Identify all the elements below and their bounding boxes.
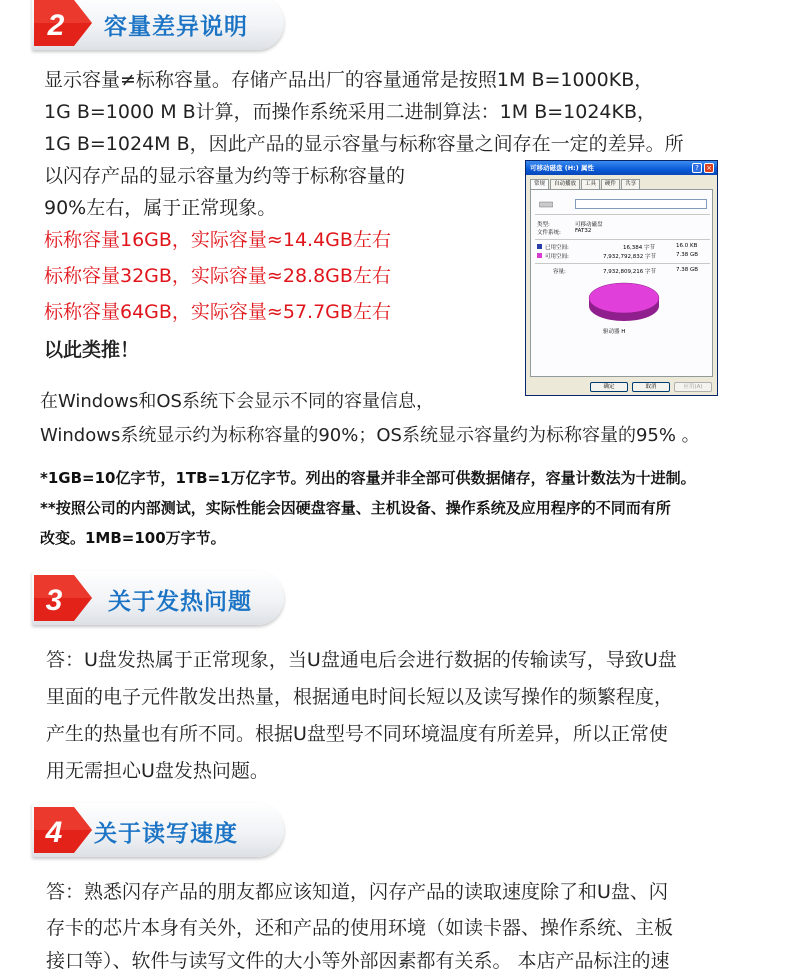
tab-hardware[interactable]: 硬件: [601, 179, 620, 189]
free-bytes: 7,932,792,832 字节: [603, 254, 656, 260]
section-header-heat: [32, 571, 284, 625]
fs-label: 文件系统:: [537, 230, 561, 236]
speed-line-3: 接口等）、软件与读写文件的大小等外部因素都有关系。 本店产品标注的速: [46, 950, 670, 972]
section-title: 关于发热问题: [108, 589, 252, 615]
capacity-line-1: 显示容量≠标称容量。存储产品出厂的容量通常是按照1M B=1000KB，: [44, 69, 654, 91]
section-number-badge: [34, 807, 92, 853]
footnote-1: *1GB=10亿字节，1TB=1万亿字节。列出的容量并非全部可供数据储存，容量计数法为十进制。: [40, 469, 696, 487]
capacity-example-64gb: 标称容量64GB，实际容量≈57.7GB左右: [44, 301, 391, 323]
capacity-example-16gb: 标称容量16GB，实际容量≈14.4GB左右: [44, 229, 391, 251]
section-title: 关于读写速度: [94, 821, 238, 847]
free-swatch: [537, 253, 542, 258]
section-header-capacity: [32, 0, 284, 54]
capacity-size: 7.38 GB: [676, 267, 699, 273]
footnote-2: **按照公司的内部测试，实际性能会因硬盘容量、主机设备、操作系统及应用程序的不同而有所: [40, 499, 671, 517]
divider: [535, 263, 710, 264]
dialog-title-bar: 可移动磁盘 (H:) 属性: [526, 161, 717, 175]
capacity-line-4: 以闪存产品的显示容量为约等于标称容量的: [44, 165, 406, 187]
section-number: 4: [45, 816, 63, 849]
used-bytes: 16,384 字节: [623, 245, 655, 251]
divider: [535, 239, 710, 240]
ok-button[interactable]: 确定: [590, 382, 628, 392]
type-label: 类型:: [537, 222, 550, 228]
fs-value: FAT32: [575, 228, 592, 234]
drive-icon: [539, 200, 553, 208]
drive-letter: 驱动器 H: [603, 329, 626, 335]
speed-line-2: 存卡的芯片本身有关外，还和产品的使用环境（如读卡器、操作系统、主板: [46, 917, 674, 939]
apply-button[interactable]: 应用(A): [674, 382, 712, 392]
used-size: 16.0 KB: [676, 243, 698, 249]
free-size: 7.38 GB: [676, 252, 699, 258]
footnote-3: 改变。1MB=100万字节。: [40, 529, 226, 547]
os-line-1: 在Windows和OS系统下会显示不同的容量信息，: [40, 391, 434, 412]
section-title: 容量差异说明: [104, 14, 248, 40]
heat-line-2: 里面的电子元件散发出热量，根据通电时间长短以及读写操作的频繁程度，: [46, 686, 674, 708]
tab-sharing[interactable]: 共享: [621, 179, 640, 189]
disk-properties-dialog: [525, 160, 718, 396]
heat-line-1: 答：U盘发热属于正常现象，当U盘通电后会进行数据的传输读写，导致U盘: [46, 649, 677, 671]
os-line-2: Windows系统显示约为标称容量的90%；OS系统显示容量约为标称容量的95% 。: [40, 425, 700, 446]
speed-line-1: 答：熟悉闪存产品的朋友都应该知道，闪存产品的读取速度除了和U盘、闪: [46, 881, 668, 903]
heat-line-3: 产生的热量也有所不同。根据U盘型号不同环境温度有所差异，所以正常使: [46, 723, 668, 745]
cancel-button[interactable]: 取消: [632, 382, 670, 392]
capacity-line-3: 1G B=1024M B，因此产品的显示容量与标称容量之间存在一定的差异。所: [44, 133, 684, 155]
type-value: 可移动磁盘: [575, 222, 603, 228]
tab-autoplay[interactable]: 自动播放: [550, 179, 580, 189]
section-number-badge: [34, 0, 92, 46]
disk-usage-pie: [587, 280, 661, 324]
volume-label-input[interactable]: [575, 199, 707, 209]
close-icon[interactable]: ×: [704, 163, 714, 173]
capacity-example-32gb: 标称容量32GB，实际容量≈28.8GB左右: [44, 265, 391, 287]
general-panel: [530, 189, 713, 377]
section-number: 3: [45, 584, 63, 617]
help-icon[interactable]: ?: [692, 163, 702, 173]
section-header-speed: [32, 803, 284, 857]
free-label: 可用空间:: [545, 254, 569, 260]
heat-line-4: 用无需担心U盘发热问题。: [46, 760, 269, 782]
capacity-label: 容量:: [553, 269, 566, 275]
capacity-etc: 以此类推！: [44, 339, 140, 361]
used-label: 已用空间:: [545, 245, 569, 251]
tab-tools[interactable]: 工具: [581, 179, 600, 189]
capacity-bytes: 7,932,809,216 字节: [603, 269, 656, 275]
dialog-tabs: [530, 179, 641, 189]
tab-general[interactable]: 常规: [530, 179, 549, 189]
section-number: 2: [47, 9, 65, 42]
section-number-badge: [34, 575, 92, 621]
used-swatch: [537, 244, 542, 249]
capacity-line-2: 1G B=1000 M B计算，而操作系统采用二进制算法：1M B=1024KB，: [44, 101, 656, 123]
capacity-line-5: 90%左右，属于正常现象。: [44, 197, 277, 219]
divider: [535, 214, 710, 215]
